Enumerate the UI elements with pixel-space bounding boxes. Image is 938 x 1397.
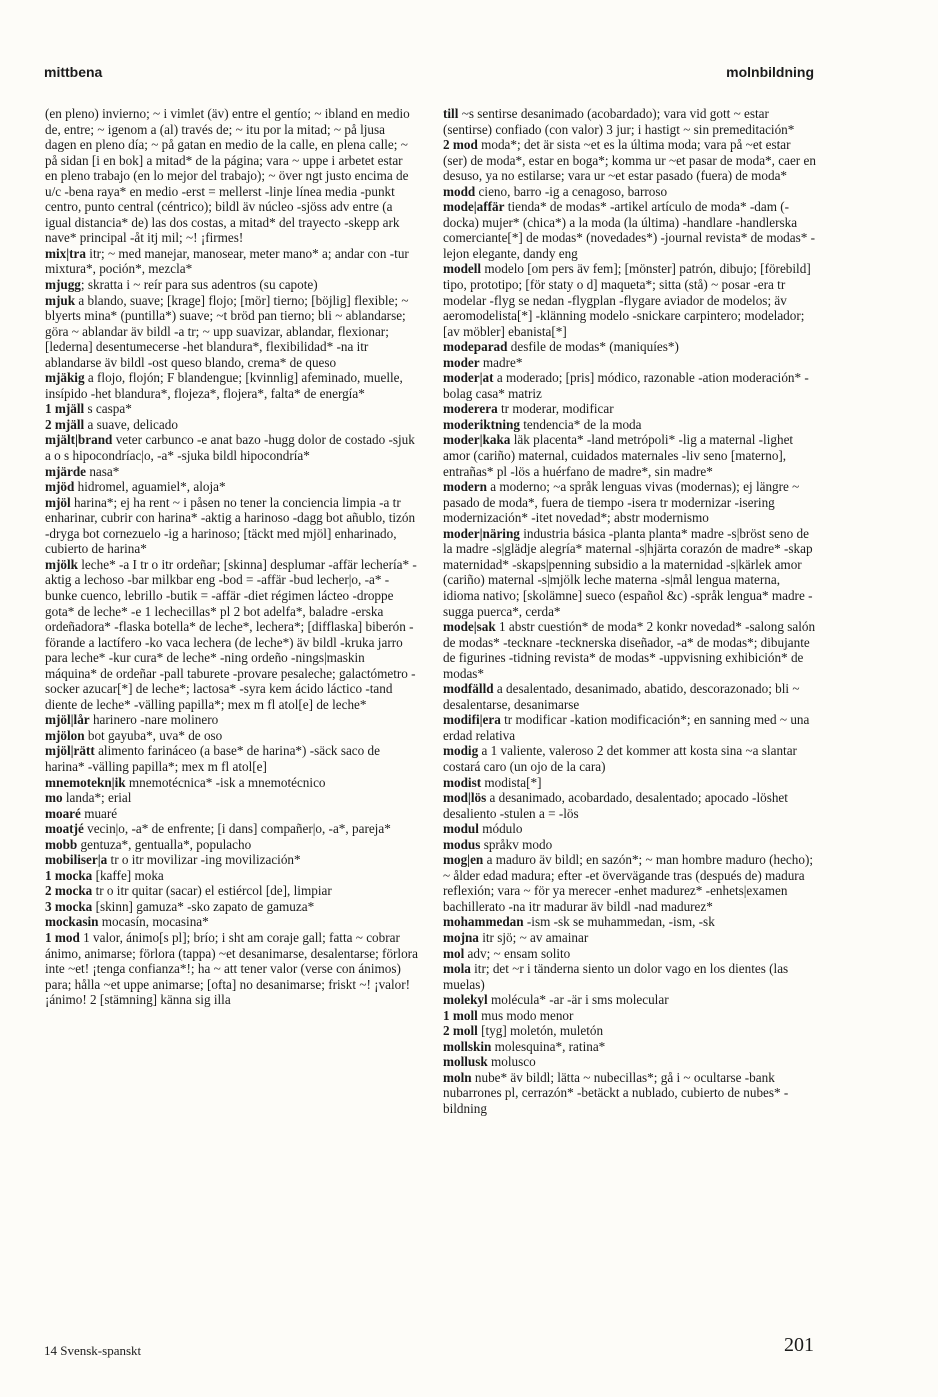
headword: mod|lös: [443, 790, 487, 806]
headword: mjuk: [45, 292, 76, 308]
headword: moder: [443, 354, 480, 370]
headword: 1 mod: [45, 929, 80, 945]
guide-word-right: molnbildning: [726, 64, 814, 80]
dictionary-entry: 1 mocka [kaffe] moka: [45, 867, 164, 883]
headword: mobb: [45, 836, 78, 852]
dictionary-entry: mo landa*; erial: [45, 790, 132, 806]
page-number: 201: [784, 1334, 814, 1356]
dictionary-entry: mjöl harina*; ej ha rent ~ i påsen no tener la conciencia limpia -a tr enharinar, cubrir con harina* -aktig a harinoso -dagg bot añublo, tizón -dryga bot cornezuelo -ig a harinoso; [täckt med mjöl] enharinado, cubierto de harina*: [45, 494, 416, 557]
dictionary-entry: 2 moll [tyg] moletón, muletón: [443, 1023, 604, 1039]
headword: 2 moll: [443, 1023, 478, 1039]
dictionary-entry: modern a moderno; ~a språk lenguas vivas (modernas); ej längre ~ pasado de moda*, fuera de tiempo -isera tr modernizar -isering modernización* -itet novedad*; abstr modernismo: [443, 479, 800, 526]
dictionary-entry: mojna itr sjö; ~ av amainar: [443, 929, 589, 945]
headword: mollusk: [443, 1054, 488, 1070]
headword: 1 mocka: [45, 867, 93, 883]
headword: 2 mod: [443, 137, 478, 153]
dictionary-entry: mockasin mocasín, mocasina*: [45, 914, 209, 930]
headword: mjugg: [45, 277, 81, 293]
dictionary-entry: mjuk a blando, suave; [krage] flojo; [mör] tierno; [böjlig] flexible; ~ blyerts mina* (puntilla*) suave; ~t bröd pan tierno; bli ~ ablandarse; göra ~ ablandar äv bildl -a tr; ~ upp suavizar, ablandar, flexionar; [lederna] desentumecerse -het blandura*, flexibilidad* -na itr ablandarse äv bildl -ost queso blando, crema* de queso: [45, 292, 409, 370]
headword: moderera: [443, 401, 498, 417]
headword: modd: [443, 183, 476, 199]
headword: mix|tra: [45, 245, 86, 261]
signature-mark: 14 Svensk-spanskt: [44, 1343, 142, 1358]
headword: mol: [443, 945, 465, 961]
dictionary-entry: molekyl molécula* -ar -är i sms molecular: [443, 992, 669, 1008]
headword: mjöl: [45, 494, 71, 510]
dictionary-entry: modul módulo: [443, 821, 523, 837]
dictionary-entry: 3 mocka [skinn] gamuza* -sko zapato de gamuza*: [45, 898, 315, 914]
headword: modist: [443, 774, 482, 790]
headword: mohammedan: [443, 914, 524, 930]
dictionary-entry: 2 mocka tr o itr quitar (sacar) el estiércol [de], limpiar: [45, 883, 332, 899]
headword: moaré: [45, 805, 81, 821]
headword: 2 mjäll: [45, 416, 85, 432]
headword: modeparad: [443, 339, 508, 355]
headword: modell: [443, 261, 482, 277]
headword: modern: [443, 479, 487, 495]
dictionary-entry: modig a 1 valiente, valeroso 2 det kommer att kosta sina ~a slantar costará caro (un ojo de la cara): [443, 743, 797, 774]
headword: molekyl: [443, 992, 488, 1008]
dictionary-entry: 1 moll mus modo menor: [443, 1007, 574, 1023]
dictionary-entry: modifi|era tr modificar -kation modificación*; en sanning med ~ una erdad relativa: [443, 712, 810, 743]
dictionary-entry: moln nube* äv bildl; lätta ~ nubecillas*; gå i ~ ocultarse -bank nubarrones pl, cerrazón* -betäckt a nublado, cubierto de nubes* -bildning: [443, 1069, 789, 1116]
dictionary-entry: modus språkv modo: [443, 836, 553, 852]
dictionary-entry: modd cieno, barro -ig a cenagoso, barroso: [443, 183, 668, 199]
dictionary-entry: 1 mod 1 valor, ánimo[s pl]; brío; i sht am coraje gall; fatta ~ cobrar ánimo, animarse; förlora (tappa) ~et desanimarse, desalentarse; förlora inte ~et! ¡tenga confianza*!; ha ~ att tener valor (verse con ánimos) para; hålla ~et uppe animarse; [ofta] no desanimarse; friskt ~! ¡valor! ¡ánimo! 2 [stämning] känna sig illa: [45, 929, 418, 1008]
dictionary-entry: mix|tra itr; ~ med manejar, manosear, meter mano* a; andar con -tur mixtura*, poción*, mezcla*: [45, 245, 409, 277]
headword: 1 moll: [443, 1007, 478, 1023]
dictionary-entry: 2 mod moda*; det är sista ~et es la última moda; vara på ~et estar (ser) de moda*, estar en boga*; komma ur ~et pasar de moda*, caer en desuso, ya no estilarse; vara ur ~et estar pasado (fuera) de moda*: [443, 137, 816, 184]
headword: mo: [45, 790, 63, 806]
dictionary-entry: 2 mjäll a suave, delicado: [45, 416, 178, 432]
headword: mjöl|lår: [45, 712, 90, 728]
dictionary-entry: mnemotekn|ik mnemotécnica* -isk a mnemotécnico: [45, 774, 326, 790]
dictionary-entry: modfälld a desalentado, desanimado, abatido, descorazonado; bli ~ desalentarse, desanimarse: [443, 681, 800, 712]
dictionary-entry: mjöl|rätt alimento farináceo (a base* de harina*) -säck saco de harina* -välling papilla*; mex m fl atol[e]: [45, 743, 380, 774]
dictionary-entry: mjöl|lår harinero -nare molinero: [45, 712, 219, 728]
headword: moder|näring: [443, 525, 520, 541]
dictionary-entry: mjält|brand veter carbunco -e anat bazo -hugg dolor de costado -sjuk a o s hipocondríac|o, -a* -sjuka bildl hipocondría*: [45, 432, 415, 464]
headword: mog|en: [443, 852, 484, 868]
headword: mjöl|rätt: [45, 743, 95, 759]
headword: mnemotekn|ik: [45, 774, 126, 790]
headword: moln: [443, 1069, 472, 1085]
dictionary-entry: mjärde nasa*: [45, 463, 120, 479]
headword: modus: [443, 836, 481, 852]
headword: till: [443, 106, 459, 121]
headword: modifi|era: [443, 712, 501, 728]
dictionary-entry: moder|at a moderado; [pris] módico, razonable -ation moderación* -bolag casa* matriz: [443, 370, 809, 401]
headword: moder|kaka: [443, 432, 511, 448]
headword: mollskin: [443, 1038, 492, 1054]
running-header: [44, 64, 814, 84]
dictionary-entry: mog|en a maduro äv bildl; en sazón*; ~ man hombre maduro (hecho); ~ ålder edad madura; efter -et övervägande tras (después de) madura reflexión; vara ~ för ya merecer -enhet madurez* -enhets|examen bachillerato -na itr madurar äv bildl -nad madurez*: [443, 852, 814, 914]
dictionary-entry: modeparad desfile de modas* (maniquíes*): [443, 339, 679, 355]
dictionary-entry: mode|sak 1 abstr cuestión* de moda* 2 konkr novedad* -salong salón de modas* -tecknare -tecknerska diseñador, -a* de modas*; dibujante de figurines -tidning revista* de modas* -uppvisning exhibición* de modas*: [443, 619, 816, 681]
dictionary-entry: 1 mjäll s caspa*: [45, 401, 132, 417]
headword: mjält|brand: [45, 432, 113, 448]
guide-word-left: mittbena: [44, 64, 103, 80]
headword: mobiliser|a: [45, 852, 108, 868]
dictionary-entry: mode|affär tienda* de modas* -artikel artículo de moda* -dam (-docka) mujer* (chica*) a la moda (la última) -handlare -handlerska comerciante[*] de modas* (novedades*) -journal revista* de modas* -lejon elegante, dandy eng: [443, 199, 816, 261]
dictionary-entry: moatjé vecin|o, -a* de enfrente; [i dans] compañer|o, -a*, pareja*: [45, 821, 391, 837]
headword: modfälld: [443, 681, 494, 697]
dictionary-entry: mjölk leche* -a I tr o itr ordeñar; [skinna] desplumar -affär lechería* -aktig a lechoso -bar milkbar eng -bod = -affär -bud lecher|o, -a* -bunke cuenco, lebrillo -butik = -affär -diet régimen lácteo -droppe gota* de leche* -e 1 lechecillas* pl 2 bot adelfa*, baladre -erska ordeñadora* -flaska botella* de leche*, lechera*; [difflaska] biberón -förande a lactífero -ko vaca lechera (de leche*) äv bildl -kruka jarro para leche* -kur cura* de leche* -ning ordeño -nings|maskin máquina* de ordeñar -pall taburete -provare pesaleche; galactómetro -socker azucar[*] de leche*; lactosa* -syra kem ácido láctico -tand diente de leche* -välling papilla*; mex m fl atol[e] de leche*: [45, 556, 417, 712]
dictionary-entry: mol adv; ~ ensam solito: [443, 945, 571, 961]
dictionary-entry: mobb gentuza*, gentualla*, populacho: [45, 836, 252, 852]
dictionary-entry: mohammedan -ism -sk se muhammedan, -ism, -sk: [443, 914, 715, 930]
dictionary-entry: (en pleno) invierno; ~ i vimlet (äv) entre el gentío; ~ ibland en medio de, entre; ~ igenom a (al) través de; ~ itu por la mitad; ~ på ljusa dagen en pleno día; ~ på gatan en medio de la calle, en plena calle; ~ på sidan [i en bok] a mitad* de la página; vara ~ uppe i arbetet estar en pleno trabajo (en lo mejor del trabajo); ~ över ngt justo encima de u/c -bena raya* en medio -erst = mellerst -linje línea media -punkt centro, punto central (céntrico); bildl äv núcleo -sjöss adv entre (a igual distancia* de) las dos costas, a mitad* del trayecto -skepp ark nave* principal -åt itj mil; ~! ¡firmes!: [45, 106, 410, 246]
headword: mjöd: [45, 479, 75, 495]
dictionary-entry: mollusk molusco: [443, 1054, 536, 1070]
dictionary-entry: moder|näring industria básica -planta planta* madre -s|bröst seno de la madre -s|glädje alegría* maternal -s|hjärta corazón de madre* -skap maternidad* -skaps|penning subsidio a la maternidad -s|kärlek amor (cariño) maternal -s|mjölk leche materna -s|mål lengua materna, idioma nativo; [skolämne] sueco (español &c) -språk lengua* madre -sugga puerca*, cerda*: [443, 525, 813, 619]
headword: moderiktning: [443, 416, 520, 432]
dictionary-entry: moaré muaré: [45, 805, 118, 821]
dictionary-entry: mjölon bot gayuba*, uva* de oso: [45, 727, 223, 743]
headword: mjärde: [45, 463, 87, 479]
headword: mola: [443, 961, 471, 977]
dictionary-entry: moder|kaka läk placenta* -land metrópoli* -lig a maternal -lighet amor (cariño) maternal, cuidados maternales -liv seno [materno], entrañas* pl -lös a huérfano de madre*, sin madre*: [443, 432, 794, 479]
headword: mjölk: [45, 556, 78, 572]
dictionary-entry: mjäkig a flojo, flojón; F blandengue; [kvinnlig] afeminado, muelle, insípido -het blandura*, flojeza*, flojera*, falta* de energía*: [45, 370, 403, 401]
dictionary-entry: mollskin molesquina*, ratina*: [443, 1038, 606, 1054]
headword: moatjé: [45, 821, 84, 837]
dictionary-entry: mobiliser|a tr o itr movilizar -ing movilización*: [45, 852, 301, 868]
left-column: [45, 106, 418, 1008]
right-column: [443, 106, 816, 1117]
headword: moder|at: [443, 370, 494, 386]
headword: mockasin: [45, 914, 99, 930]
dictionary-entry: moderiktning tendencia* de la moda: [443, 416, 642, 432]
headword: 3 mocka: [45, 898, 93, 914]
dictionary-entry: till ~s sentirse desanimado (acobardado); vara vid gott ~ estar (sentirse) confiado (con valor) 3 jur; i hastigt ~ sin premeditación*: [443, 106, 795, 137]
dictionary-entry: mjugg; skratta i ~ reír para sus adentros (su capote): [45, 277, 318, 293]
headword: mjäkig: [45, 370, 85, 386]
dictionary-entry: mola itr; det ~r i tänderna siento un dolor vago en los dientes (las muelas): [443, 961, 789, 992]
dictionary-entry: mjöd hidromel, aguamiel*, aloja*: [45, 479, 226, 495]
dictionary-entry: moderera tr moderar, modificar: [443, 401, 614, 417]
dictionary-entry: modell modelo [om pers äv fem]; [mönster] patrón, dibujo; [förebild] tipo, prototipo; [för staty o d] maqueta*; sitta (stå) ~ posar -era tr modelar -flyg se nedan -flygplan -flygare aviador de modelos; äv aeromodelista[*] -klänning modelo -snickare carpintero; modelador; [av möbler] ebanista[*]: [443, 261, 811, 339]
headword: mode|affär: [443, 199, 505, 215]
headword: modig: [443, 743, 479, 759]
headword: 2 mocka: [45, 883, 93, 899]
dictionary-entry: moder madre*: [443, 354, 523, 370]
headword: mode|sak: [443, 619, 496, 635]
dictionary-entry: modist modista[*]: [443, 774, 542, 790]
dictionary-entry: mod|lös a desanimado, acobardado, desalentado; apocado -löshet desaliento -stulen a = -lös: [443, 790, 788, 821]
headword: modul: [443, 821, 479, 837]
headword: mojna: [443, 929, 479, 945]
headword: 1 mjäll: [45, 401, 85, 417]
headword: mjölon: [45, 727, 85, 743]
